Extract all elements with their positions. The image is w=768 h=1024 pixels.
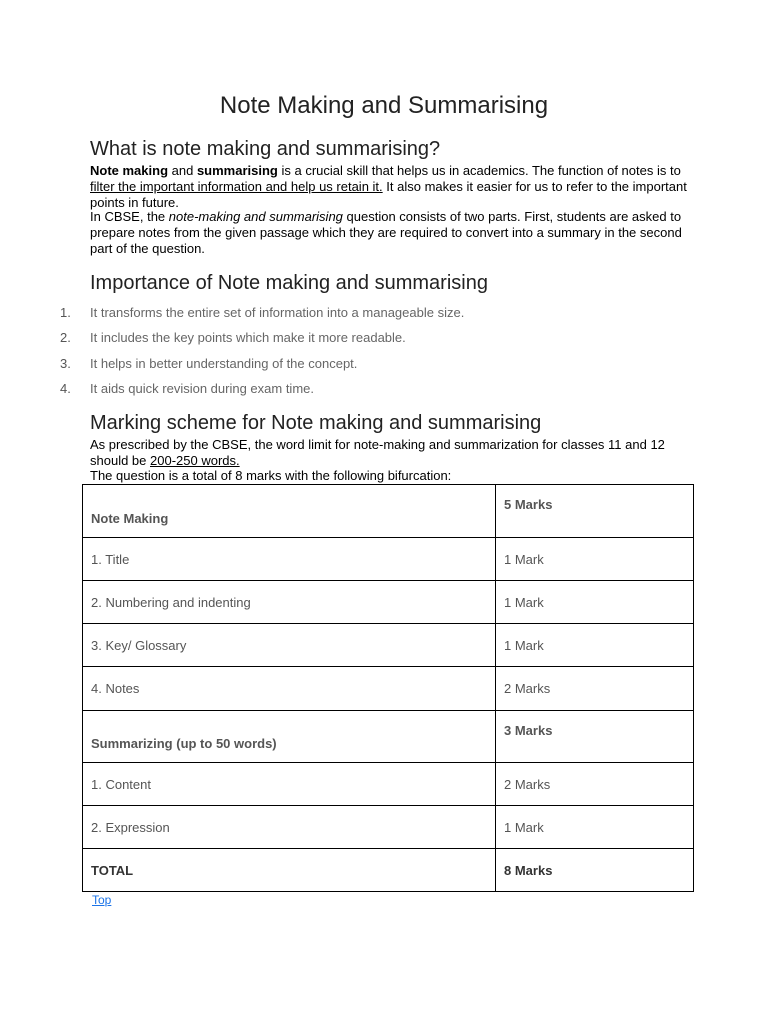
definition-paragraph: [90, 163, 690, 211]
bold-term-summarising: summarising: [196, 163, 278, 178]
text-run: question consists of two parts. First, students are asked to prepare notes from the given passage which they are required to convert into a summary in the second part of the question.: [90, 209, 682, 256]
table-cell-label: TOTAL: [83, 849, 496, 892]
table-cell-label: 2. Expression: [83, 806, 496, 849]
table-cell-label: 1. Title: [83, 538, 496, 581]
table-row: [83, 711, 694, 763]
table-cell-marks: 5 Marks: [496, 485, 694, 538]
underlined-word-limit: 200-250 words.: [150, 453, 240, 468]
table-cell-marks: 1 Mark: [496, 806, 694, 849]
list-number: 4.: [60, 380, 71, 396]
italic-phrase: note-making and summarising: [168, 209, 343, 224]
list-text: It helps in better understanding of the concept.: [90, 355, 358, 371]
table-row: [83, 538, 694, 581]
table-row-total: [83, 849, 694, 892]
table-cell-label: 2. Numbering and indenting: [83, 581, 496, 624]
table-row: [83, 485, 694, 538]
table-row: [83, 806, 694, 849]
list-item: [60, 379, 464, 404]
list-item: [60, 354, 464, 379]
page-title: Note Making and Summarising: [219, 92, 549, 119]
table-cell-label: Summarizing (up to 50 words): [83, 711, 496, 763]
table-cell-label: 4. Notes: [83, 667, 496, 711]
cbse-paragraph: [90, 209, 690, 257]
underlined-phrase: filter the important information and help us retain it.: [90, 179, 383, 194]
table-row: [83, 581, 694, 624]
table-cell-marks: 1 Mark: [496, 581, 694, 624]
bifurcation-paragraph: The question is a total of 8 marks with the following bifurcation:: [90, 468, 452, 483]
list-text: It transforms the entire set of information into a manageable size.: [90, 305, 465, 320]
text-run: is a crucial skill that helps us in academics. The function of notes is to: [277, 163, 681, 178]
table-cell-marks: 8 Marks: [496, 849, 694, 892]
bold-term-note-making: Note making: [90, 163, 169, 178]
list-number: 2.: [60, 330, 71, 346]
section-heading-marking-scheme: Marking scheme for Note making and summarising: [90, 412, 542, 434]
table-cell-marks: 2 Marks: [496, 763, 694, 806]
section-heading-what-is: What is note making and summarising?: [90, 138, 441, 160]
text-run: and: [168, 163, 197, 178]
word-limit-paragraph: [90, 437, 690, 469]
importance-list: [60, 303, 464, 404]
list-number: 3.: [60, 355, 71, 371]
table-row: [83, 667, 694, 711]
text-run: As prescribed by the CBSE, the word limit for note-making and summarization for classes 11 and 12 should be: [90, 437, 665, 468]
table-row: [83, 624, 694, 667]
marking-scheme-table: [82, 484, 694, 892]
table-row: [83, 763, 694, 806]
table-cell-marks: 2 Marks: [496, 667, 694, 711]
table-cell-marks: 1 Mark: [496, 538, 694, 581]
text-run: It also makes it easier for us to refer to the important points in future.: [90, 179, 687, 210]
list-item: [60, 328, 464, 353]
table-cell-marks: 3 Marks: [496, 711, 694, 763]
list-text: It aids quick revision during exam time.: [90, 380, 314, 396]
section-heading-importance: Importance of Note making and summarising: [90, 272, 488, 294]
list-text: It includes the key points which make it more readable.: [90, 330, 406, 346]
text-run: In CBSE, the: [90, 209, 169, 224]
top-link[interactable]: Top: [92, 893, 112, 907]
table-cell-marks: 1 Mark: [496, 624, 694, 667]
table-cell-label: 3. Key/ Glossary: [83, 624, 496, 667]
table-cell-label: 1. Content: [83, 763, 496, 806]
table-cell-label: Note Making: [83, 485, 496, 538]
list-item: [60, 303, 464, 328]
list-number: 1.: [60, 305, 71, 320]
